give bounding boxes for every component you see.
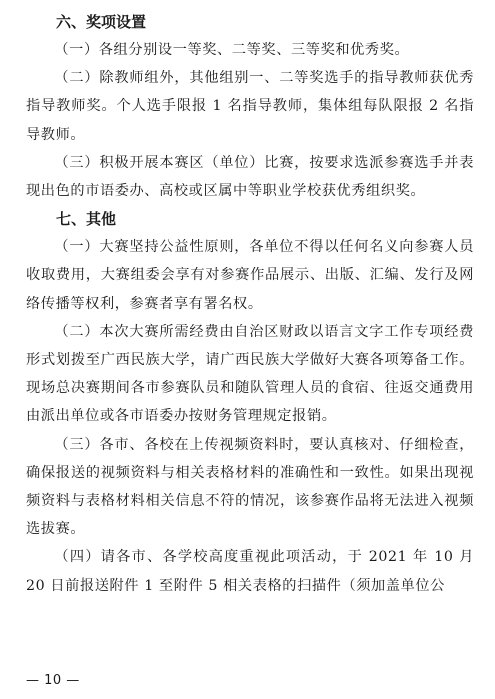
section-heading-awards: 六、奖项设置 bbox=[56, 13, 147, 31]
paragraph: （四）请各市、各学校高度重视此项活动，于 2021 年 10 月 20 日前报送附件 1 至附件 5 相关表格的扫描件（须加盖单位公 bbox=[26, 549, 474, 594]
paragraph: （二）除教师组外，其他组别一、二等奖选手的指导教师获优秀指导教师奖。个人选手限报 1 名指导教师，集体组每队限报 2 名指导教师。 bbox=[26, 70, 474, 143]
paragraph: （三）各市、各校在上传视频资料时，要认真核对、仔细检查，确保报送的视频资料与相关表格材料的准确性和一致性。如果出现视频资料与表格材料相关信息不符的情况，该参赛作品将无法进入视频选拔赛。 bbox=[26, 436, 474, 538]
document-body bbox=[26, 8, 474, 600]
page-number: — 10 — bbox=[26, 673, 80, 688]
section-heading-other: 七、其他 bbox=[56, 210, 117, 229]
paragraph: （二）本次大赛所需经费由自治区财政以语言文字工作专项经费形式划拨至广西民族大学，请广西民族大学做好大赛各项筹备工作。现场总决赛期间各市参赛队员和随队管理人员的食宿、往返交通费用由派出单位或各市语委办按财务管理规定报销。 bbox=[26, 323, 474, 425]
paragraph: （三）积极开展本赛区（单位）比赛，按要求选派参赛选手并表现出色的市语委办、高校或区属中等职业学校获优秀组织奖。 bbox=[26, 154, 474, 200]
paragraph: （一）大赛坚持公益性原则，各单位不得以任何名义向参赛人员收取费用，大赛组委会享有对参赛作品展示、出版、汇编、发行及网络传播等权利，参赛者享有署名权。 bbox=[26, 239, 474, 312]
paragraph: （一）各组分别设一等奖、二等奖、三等奖和优秀奖。 bbox=[54, 42, 410, 58]
